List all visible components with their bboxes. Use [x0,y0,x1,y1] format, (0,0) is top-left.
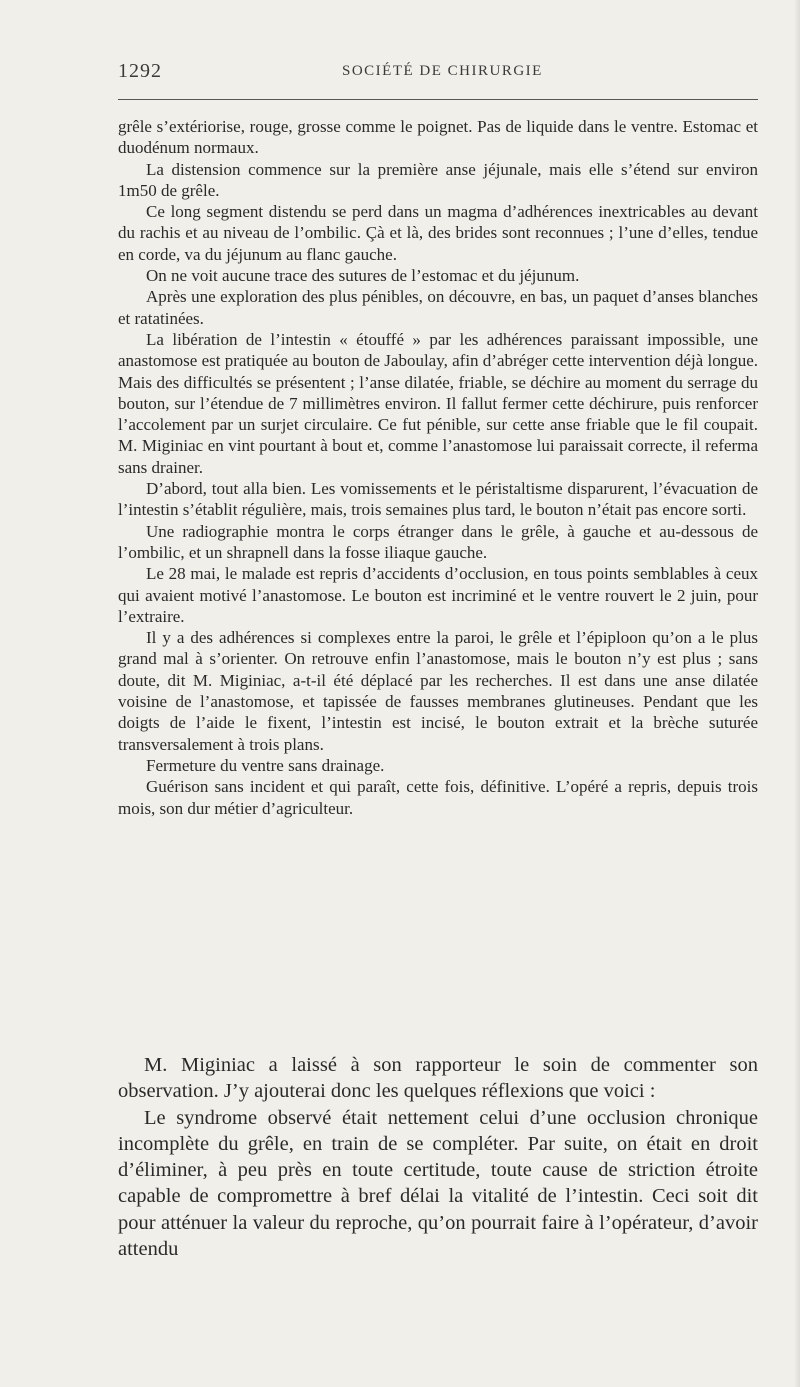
paragraph: Le syndrome observé était nettement celui d’une occlusion chronique incomplète du grêle, en train de se compléter. Par suite, on était en droit d’éliminer, à peu près en toute certitude, toute cause de striction étroite capable de compromettre à bref délai la vitalité de l’intestin. Ceci soit dit pour atténuer la valeur du reproche, qu’on pourrait faire à l’opérateur, d’avoir attendu [118,1106,758,1261]
paragraph: D’abord, tout alla bien. Les vomissements et le péristaltisme disparurent, l’évacuation de l’intestin s’établit régulière, mais, trois semaines plus tard, le bouton n’était pas encore sorti. [118,479,758,520]
paragraph: On ne voit aucune trace des sutures de l’estomac et du jéjunum. [146,266,580,286]
paragraph: Une radiographie montra le corps étranger dans le grêle, à gauche et au-dessous de l’ombilic, et un shrapnell dans la fosse iliaque gauche. [118,521,758,562]
paragraph: M. Miginiac a laissé à son rapporteur le soin de commenter son observation. J’y ajouterai donc les quelques réflexions que voici : [118,1054,758,1103]
page-edge-shadow [794,0,800,1387]
paragraph: La libération de l’intestin « étouffé » par les adhérences paraissant impossible, une anastomose est pratiquée au bouton de Jaboulay, afin d’abréger cette intervention déjà longue. Mais des difficultés se présentent ; l’anse dilatée, friable, se déchire au moment du serrage du bouton, sur l’étendue de 7 millimètres environ. Il fallut fermer cette déchirure, puis renforcer l’accolement par un surjet circulaire. Ce fut pénible, sur cette anse friable que le fil coupait. M. Miginiac en vint pourtant à bout et, comme l’anastomose lui paraissait correcte, il referma sans drainer. [118,329,758,477]
paragraph: Ce long segment distendu se perd dans un magma d’adhérences inextricables au devant du rachis et au niveau de l’ombilic. Çà et là, des brides sont reconnues ; l’une d’elles, tendue en corde, va du jéjunum au flanc gauche. [118,202,758,264]
paragraph: Guérison sans incident et qui paraît, cette fois, définitive. L’opéré a repris, depuis trois mois, son dur métier d’agriculteur. [118,777,758,818]
paragraph: Il y a des adhérences si complexes entre la paroi, le grêle et l’épiploon qu’on a le plus grand mal à s’orienter. On retrouve enfin l’anastomose, mais le bouton n’y est plus ; sans doute, dit M. Miginiac, a-t-il été déplacé par les recherches. Il est dans une anse dilatée voisine de l’anastomose, et tapissée de fausses membranes glutineuses. Pendant que les doigts de l’aide le fixent, l’intestin est incisé, le bouton extrait et la brèche suturée transversalement à trois plans. [118,628,758,754]
page-number: 1292 [118,60,162,82]
page-header [118,60,758,90]
case-report-text [118,116,758,819]
paragraph: Après une exploration des plus pénibles, on découvre, en bas, un paquet d’anses blanches et ratatinées. [118,287,758,328]
commentary-text [118,1052,758,1262]
paragraph: Le 28 mai, le malade est repris d’accidents d’occlusion, en tous points semblables à ceux qui avaient motivé l’anastomose. Le bouton est incriminé et le ventre rouvert le 2 juin, pour l’extraire. [118,564,758,626]
paragraph: Fermeture du ventre sans drainage. [146,755,385,775]
paragraph: grêle s’extériorise, rouge, grosse comme le poignet. Pas de liquide dans le ventre. Estomac et duodénum normaux. [118,117,758,158]
header-rule [118,99,758,100]
running-head: SOCIÉTÉ DE CHIRURGIE [342,63,543,79]
paragraph: La distension commence sur la première anse jéjunale, mais elle s’étend sur environ 1m50 de grêle. [118,159,758,200]
